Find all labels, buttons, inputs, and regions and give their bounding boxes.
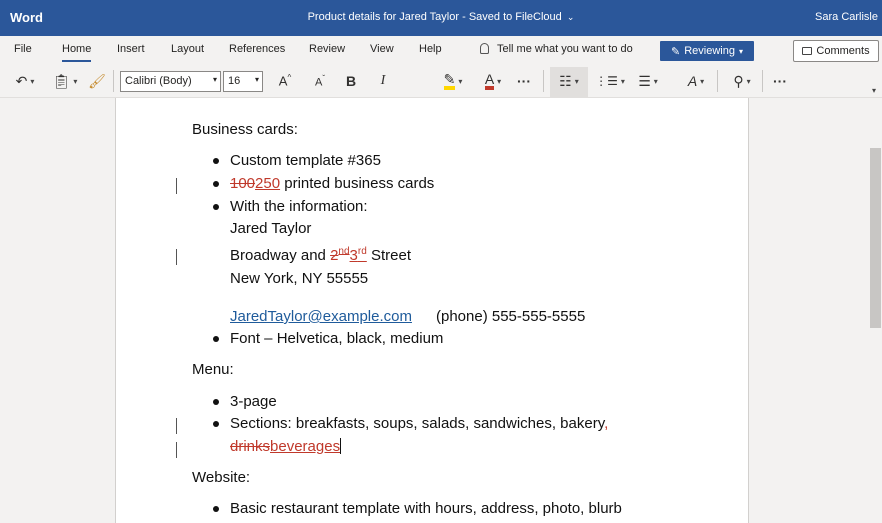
chevron-down-icon: ▾ <box>738 46 743 56</box>
align-button[interactable] <box>632 69 664 93</box>
inserted-text[interactable]: 250 <box>255 175 281 192</box>
undo-icon: ↶ <box>15 72 28 89</box>
font-name-value: Calibri (Body) <box>125 75 192 87</box>
list-item[interactable]: Basic restaurant template with hours, address, photo, blurb <box>230 500 622 517</box>
address-city-line[interactable]: New York, NY 55555 <box>230 270 369 287</box>
deleted-text[interactable] <box>330 247 349 264</box>
tab-insert[interactable]: Insert <box>117 43 145 55</box>
street-prefix: Broadway and <box>230 247 331 264</box>
list-item[interactable]: Custom template #365 <box>230 152 381 169</box>
chevron-down-icon: ▾ <box>73 76 78 86</box>
comments-label: Comments <box>816 45 870 57</box>
bullet-marker <box>213 421 219 427</box>
chevron-down-icon: ▾ <box>574 76 579 86</box>
shrink-font-icon: $A^ˇ$ <box>314 73 325 89</box>
highlighter-icon: ✎ <box>444 72 456 90</box>
more-options-icon: ··· <box>517 73 531 89</box>
text-cursor <box>340 438 341 454</box>
chevron-down-icon: ▾ <box>212 75 217 84</box>
shrink-font-button[interactable] <box>305 69 335 93</box>
chevron-down-icon: ▾ <box>620 76 625 86</box>
deleted-text[interactable]: 100 <box>230 175 256 192</box>
font-color-icon: A <box>485 72 494 90</box>
bullet-marker <box>213 158 219 164</box>
list-item[interactable]: 3-page <box>230 393 277 410</box>
heading-menu[interactable]: Menu: <box>192 361 234 378</box>
tell-me-search[interactable] <box>480 43 633 55</box>
bold-button[interactable] <box>340 69 362 93</box>
list-item-text: Sections: breakfasts, soups, salads, sandwiches, bakery <box>230 415 605 432</box>
comment-icon <box>802 47 812 55</box>
format-painter-button[interactable] <box>87 69 107 93</box>
change-bar <box>176 249 177 265</box>
clipboard-icon: 📋︎ <box>52 72 71 89</box>
toolbar-divider <box>717 70 718 92</box>
document-title-area[interactable] <box>0 11 882 23</box>
align-left-icon: ☰ <box>638 72 651 89</box>
phone-text[interactable]: (phone) 555-555-5555 <box>436 308 586 325</box>
chevron-down-icon: ▾ <box>458 76 463 86</box>
inserted-text[interactable]: beverages <box>270 438 341 455</box>
styles-button[interactable] <box>680 69 712 93</box>
styles-icon: A <box>687 73 698 89</box>
heading-website[interactable]: Website: <box>192 469 251 486</box>
document-page[interactable] <box>115 98 749 523</box>
more-options-icon: ··· <box>773 73 787 89</box>
font-color-button[interactable] <box>476 69 510 93</box>
title-bar <box>0 0 882 36</box>
find-button[interactable] <box>726 69 758 93</box>
chevron-down-icon: ▾ <box>700 76 705 86</box>
chevron-down-icon: ▾ <box>497 76 502 86</box>
chevron-down-icon: ▾ <box>254 75 259 84</box>
paintbrush-icon: 🖌︎ <box>88 72 106 89</box>
undo-button[interactable] <box>10 69 40 93</box>
highlight-button[interactable] <box>436 69 470 93</box>
comments-button[interactable] <box>793 40 879 62</box>
email-link[interactable]: JaredTaylor@example.com <box>230 308 412 325</box>
inserted-suffix: rd <box>357 246 367 257</box>
reviewing-mode-button[interactable] <box>660 41 754 61</box>
address-name-line[interactable]: Jared Taylor <box>230 220 312 237</box>
chevron-down-icon: ▾ <box>653 76 658 86</box>
search-icon: ⚲ <box>733 72 744 89</box>
italic-button[interactable] <box>372 69 394 93</box>
numbered-list-icon: ⋮☰ <box>595 74 618 88</box>
list-item-text: printed business cards <box>280 175 435 192</box>
list-item-continuation[interactable] <box>230 438 341 455</box>
toolbar-divider <box>543 70 544 92</box>
pencil-icon: ✎ <box>671 45 681 58</box>
more-font-options-button[interactable] <box>512 69 536 93</box>
lightbulb-icon <box>480 43 489 54</box>
document-title: Product details for Jared Taylor <box>307 11 460 23</box>
paste-button[interactable] <box>50 69 80 93</box>
toolbar-divider <box>113 70 114 92</box>
numbering-button[interactable] <box>594 69 626 93</box>
bullet-marker <box>213 204 219 210</box>
bulleted-list-icon: ☷ <box>559 72 572 89</box>
save-status: Saved to FileCloud <box>468 11 562 23</box>
tab-layout[interactable]: Layout <box>171 43 205 55</box>
chevron-down-icon[interactable]: ▾ <box>872 86 877 95</box>
tab-view[interactable]: View <box>370 43 394 55</box>
chevron-down-icon: ▾ <box>30 76 35 86</box>
font-size-select[interactable] <box>223 71 263 92</box>
heading-business-cards[interactable]: Business cards: <box>192 121 298 138</box>
bullet-marker <box>213 399 219 405</box>
reviewing-label: Reviewing <box>684 45 735 57</box>
list-item[interactable] <box>230 175 434 192</box>
change-bar <box>176 178 177 194</box>
user-name[interactable]: Sara Carlisle <box>815 11 878 23</box>
change-bar <box>176 418 177 434</box>
bullet-marker <box>213 181 219 187</box>
bullets-button-content <box>552 69 586 93</box>
street-suffix: Street <box>366 247 411 264</box>
more-toolbar-button[interactable] <box>768 69 792 93</box>
tab-review[interactable]: Review <box>309 43 346 55</box>
list-item[interactable] <box>230 415 608 432</box>
address-street-line[interactable] <box>230 246 411 264</box>
inserted-number: 3 <box>349 247 358 264</box>
list-item[interactable]: Font – Helvetica, black, medium <box>230 330 444 347</box>
bold-icon: B <box>345 73 357 89</box>
bullet-marker <box>213 336 219 342</box>
inserted-text[interactable] <box>350 247 367 264</box>
deleted-suffix: nd <box>338 246 350 257</box>
font-size-value: 16 <box>228 75 241 87</box>
grow-font-button[interactable] <box>270 69 300 93</box>
toolbar-divider <box>762 70 763 92</box>
scrollbar-thumb[interactable] <box>870 148 881 328</box>
tab-help[interactable]: Help <box>419 43 442 55</box>
app-name: Word <box>10 10 43 25</box>
chevron-down-icon: ▾ <box>746 76 751 86</box>
font-name-select[interactable] <box>120 71 221 92</box>
title-separator: - <box>462 11 469 23</box>
chevron-down-icon: ⌄ <box>566 12 575 22</box>
contact-line[interactable] <box>230 308 412 325</box>
grow-font-icon: A^ <box>278 73 292 89</box>
deleted-text[interactable]: drinks <box>230 438 271 455</box>
italic-icon: I <box>380 73 386 88</box>
deleted-number: 2 <box>330 247 339 264</box>
change-bar <box>176 442 177 458</box>
tab-home[interactable]: Home <box>62 43 92 55</box>
tab-file[interactable]: File <box>14 43 32 55</box>
inserted-text[interactable]: , <box>604 415 609 432</box>
bullet-marker <box>213 506 219 512</box>
tell-me-label: Tell me what you want to do <box>497 43 633 55</box>
tab-references[interactable]: References <box>229 43 286 55</box>
list-item[interactable]: With the information: <box>230 198 368 215</box>
